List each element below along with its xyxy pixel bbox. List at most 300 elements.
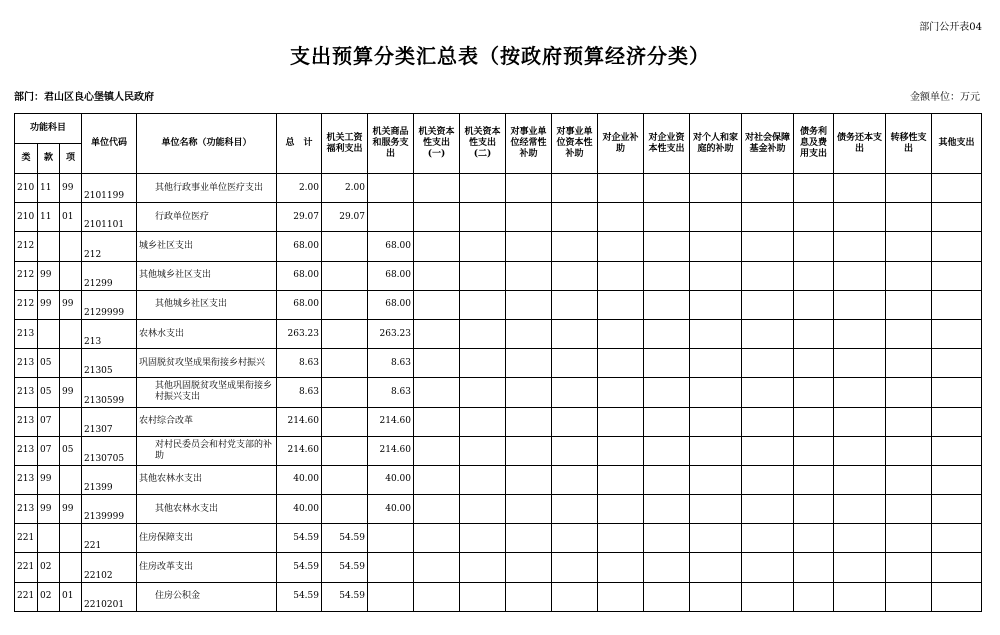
cell-kuan: 02 (38, 553, 60, 582)
cell-col-3 (414, 524, 460, 553)
cell-col-3 (414, 203, 460, 232)
cell-col-3 (414, 436, 460, 465)
cell-unit-name: 其他行政事业单位医疗支出 (137, 174, 277, 203)
header-col-6: 对事业单位资本性补助 (552, 114, 598, 174)
cell-unit-name: 对村民委员会和村党支部的补助 (137, 436, 277, 465)
cell-col-6 (552, 524, 598, 553)
cell-col-7 (598, 436, 644, 465)
cell-total: 54.59 (277, 524, 322, 553)
cell-col-9 (690, 465, 742, 494)
cell-col-3 (414, 174, 460, 203)
cell-col-8 (644, 319, 690, 348)
cell-unit-code: 221 (82, 524, 137, 553)
cell-total: 68.00 (277, 261, 322, 290)
cell-unit-name: 其他巩固脱贫攻坚成果衔接乡村振兴支出 (137, 378, 277, 407)
cell-kuan: 07 (38, 436, 60, 465)
header-col-9: 对个人和家庭的补助 (690, 114, 742, 174)
cell-col-12 (834, 582, 886, 611)
cell-col-11 (794, 378, 834, 407)
cell-col-4 (460, 407, 506, 436)
cell-col-11 (794, 465, 834, 494)
cell-col-5 (506, 436, 552, 465)
cell-lei: 213 (15, 436, 38, 465)
cell-xiang (60, 407, 82, 436)
header-col-2: 机关商品和服务支出 (368, 114, 414, 174)
cell-lei: 221 (15, 524, 38, 553)
cell-kuan: 99 (38, 290, 60, 319)
cell-col-6 (552, 407, 598, 436)
cell-col-8 (644, 495, 690, 524)
cell-col-9 (690, 261, 742, 290)
cell-col-2: 8.63 (368, 349, 414, 378)
cell-col-14 (932, 553, 982, 582)
cell-col-10 (742, 553, 794, 582)
cell-col-3 (414, 582, 460, 611)
table-row (15, 524, 982, 553)
cell-col-5 (506, 203, 552, 232)
cell-col-7 (598, 290, 644, 319)
cell-col-8 (644, 524, 690, 553)
cell-col-9 (690, 495, 742, 524)
cell-unit-name: 住房改革支出 (137, 553, 277, 582)
header-unit-code: 单位代码 (82, 114, 137, 174)
cell-col-7 (598, 349, 644, 378)
cell-col-6 (552, 553, 598, 582)
cell-col-12 (834, 290, 886, 319)
cell-col-2: 68.00 (368, 290, 414, 319)
cell-col-1 (322, 378, 368, 407)
cell-col-13 (886, 174, 932, 203)
cell-col-13 (886, 495, 932, 524)
cell-col-11 (794, 261, 834, 290)
cell-col-10 (742, 349, 794, 378)
cell-col-6 (552, 319, 598, 348)
cell-col-8 (644, 203, 690, 232)
cell-col-5 (506, 495, 552, 524)
cell-col-6 (552, 203, 598, 232)
cell-col-13 (886, 524, 932, 553)
cell-kuan: 99 (38, 261, 60, 290)
cell-col-13 (886, 349, 932, 378)
cell-col-13 (886, 436, 932, 465)
cell-xiang (60, 232, 82, 261)
cell-col-2: 40.00 (368, 495, 414, 524)
cell-kuan: 02 (38, 582, 60, 611)
cell-col-9 (690, 174, 742, 203)
cell-xiang: 99 (60, 378, 82, 407)
cell-col-1 (322, 232, 368, 261)
cell-col-3 (414, 232, 460, 261)
table-row (15, 553, 982, 582)
cell-col-10 (742, 436, 794, 465)
cell-col-14 (932, 378, 982, 407)
cell-xiang: 01 (60, 203, 82, 232)
cell-col-12 (834, 232, 886, 261)
table-row (15, 582, 982, 611)
cell-total: 40.00 (277, 465, 322, 494)
cell-col-7 (598, 553, 644, 582)
cell-col-12 (834, 407, 886, 436)
cell-col-6 (552, 436, 598, 465)
cell-unit-code: 2130599 (82, 378, 137, 407)
cell-col-4 (460, 582, 506, 611)
cell-kuan: 07 (38, 407, 60, 436)
cell-col-1 (322, 261, 368, 290)
cell-col-12 (834, 349, 886, 378)
cell-xiang (60, 319, 82, 348)
cell-unit-name: 行政单位医疗 (137, 203, 277, 232)
cell-total: 29.07 (277, 203, 322, 232)
cell-total: 8.63 (277, 349, 322, 378)
cell-col-7 (598, 232, 644, 261)
cell-unit-code: 2101199 (82, 174, 137, 203)
cell-total: 54.59 (277, 553, 322, 582)
cell-col-1: 54.59 (322, 524, 368, 553)
cell-col-13 (886, 553, 932, 582)
cell-col-4 (460, 553, 506, 582)
cell-col-4 (460, 524, 506, 553)
cell-unit-code: 21299 (82, 261, 137, 290)
cell-unit-code: 2129999 (82, 290, 137, 319)
header-kuan: 款 (38, 144, 60, 174)
cell-col-7 (598, 524, 644, 553)
cell-col-13 (886, 407, 932, 436)
cell-col-11 (794, 436, 834, 465)
cell-col-2: 68.00 (368, 232, 414, 261)
table-row (15, 261, 982, 290)
cell-col-2: 8.63 (368, 378, 414, 407)
header-col-10: 对社会保障基金补助 (742, 114, 794, 174)
cell-col-1 (322, 495, 368, 524)
cell-col-13 (886, 582, 932, 611)
cell-unit-name: 其他农林水支出 (137, 465, 277, 494)
cell-col-4 (460, 319, 506, 348)
cell-total: 8.63 (277, 378, 322, 407)
cell-col-5 (506, 582, 552, 611)
cell-col-1: 54.59 (322, 582, 368, 611)
cell-col-7 (598, 319, 644, 348)
cell-col-9 (690, 232, 742, 261)
cell-col-10 (742, 378, 794, 407)
cell-col-5 (506, 349, 552, 378)
cell-lei: 213 (15, 349, 38, 378)
cell-total: 68.00 (277, 290, 322, 319)
table-row (15, 174, 982, 203)
cell-kuan (38, 319, 60, 348)
table-row (15, 232, 982, 261)
cell-col-12 (834, 524, 886, 553)
cell-col-3 (414, 290, 460, 319)
cell-col-2: 263.23 (368, 319, 414, 348)
table-row (15, 203, 982, 232)
cell-col-10 (742, 319, 794, 348)
cell-col-1 (322, 465, 368, 494)
cell-col-4 (460, 232, 506, 261)
cell-xiang: 01 (60, 582, 82, 611)
cell-col-6 (552, 378, 598, 407)
cell-col-14 (932, 290, 982, 319)
cell-col-7 (598, 495, 644, 524)
cell-xiang: 99 (60, 495, 82, 524)
cell-col-3 (414, 349, 460, 378)
cell-col-10 (742, 582, 794, 611)
cell-col-9 (690, 436, 742, 465)
cell-col-10 (742, 203, 794, 232)
cell-col-13 (886, 319, 932, 348)
cell-col-8 (644, 261, 690, 290)
cell-col-1: 2.00 (322, 174, 368, 203)
department-label: 部门：君山区良心堡镇人民政府 (14, 92, 154, 103)
cell-col-5 (506, 174, 552, 203)
cell-lei: 213 (15, 407, 38, 436)
cell-unit-name: 其他农林水支出 (137, 495, 277, 524)
cell-unit-code: 213 (82, 319, 137, 348)
cell-col-7 (598, 203, 644, 232)
cell-total: 40.00 (277, 495, 322, 524)
cell-unit-code: 212 (82, 232, 137, 261)
cell-col-7 (598, 407, 644, 436)
cell-kuan: 11 (38, 203, 60, 232)
cell-col-9 (690, 319, 742, 348)
cell-total: 263.23 (277, 319, 322, 348)
cell-total: 2.00 (277, 174, 322, 203)
cell-col-9 (690, 553, 742, 582)
cell-kuan: 11 (38, 174, 60, 203)
cell-col-9 (690, 378, 742, 407)
cell-col-3 (414, 407, 460, 436)
table-row (15, 465, 982, 494)
cell-col-9 (690, 582, 742, 611)
header-col-3: 机关资本性支出(一) (414, 114, 460, 174)
cell-col-10 (742, 524, 794, 553)
cell-kuan: 05 (38, 349, 60, 378)
cell-xiang: 05 (60, 436, 82, 465)
header-func-subject: 功能科目 (15, 114, 82, 144)
cell-total: 68.00 (277, 232, 322, 261)
cell-xiang (60, 349, 82, 378)
cell-col-14 (932, 349, 982, 378)
cell-col-14 (932, 465, 982, 494)
cell-col-8 (644, 436, 690, 465)
cell-unit-name: 其他城乡社区支出 (137, 290, 277, 319)
cell-col-3 (414, 465, 460, 494)
cell-kuan: 99 (38, 495, 60, 524)
cell-col-12 (834, 261, 886, 290)
cell-col-4 (460, 261, 506, 290)
cell-col-2 (368, 524, 414, 553)
cell-lei: 212 (15, 290, 38, 319)
cell-col-14 (932, 407, 982, 436)
cell-kuan (38, 524, 60, 553)
cell-col-3 (414, 378, 460, 407)
cell-col-6 (552, 290, 598, 319)
cell-col-11 (794, 232, 834, 261)
cell-col-12 (834, 465, 886, 494)
cell-col-11 (794, 290, 834, 319)
cell-col-9 (690, 524, 742, 553)
cell-col-5 (506, 232, 552, 261)
cell-col-9 (690, 407, 742, 436)
cell-col-11 (794, 407, 834, 436)
cell-col-10 (742, 290, 794, 319)
cell-col-5 (506, 319, 552, 348)
cell-col-14 (932, 436, 982, 465)
cell-total: 214.60 (277, 436, 322, 465)
cell-unit-name: 巩固脱贫攻坚成果衔接乡村振兴 (137, 349, 277, 378)
cell-col-1 (322, 407, 368, 436)
cell-col-10 (742, 407, 794, 436)
cell-col-1 (322, 290, 368, 319)
cell-unit-name: 城乡社区支出 (137, 232, 277, 261)
cell-col-6 (552, 261, 598, 290)
cell-col-5 (506, 524, 552, 553)
cell-lei: 213 (15, 465, 38, 494)
cell-col-7 (598, 261, 644, 290)
header-col-13: 转移性支出 (886, 114, 932, 174)
cell-col-2 (368, 203, 414, 232)
cell-col-5 (506, 407, 552, 436)
cell-col-12 (834, 203, 886, 232)
cell-col-8 (644, 582, 690, 611)
cell-col-2 (368, 174, 414, 203)
cell-col-13 (886, 465, 932, 494)
amount-unit-label: 金额单位：万元 (910, 92, 980, 103)
header-xiang: 项 (60, 144, 82, 174)
cell-col-3 (414, 495, 460, 524)
cell-unit-code: 21305 (82, 349, 137, 378)
cell-lei: 210 (15, 203, 38, 232)
cell-col-4 (460, 290, 506, 319)
cell-col-11 (794, 553, 834, 582)
cell-col-14 (932, 495, 982, 524)
cell-lei: 212 (15, 261, 38, 290)
page-title: 支出预算分类汇总表（按政府预算经济分类） (290, 44, 710, 68)
cell-col-13 (886, 378, 932, 407)
header-row-1 (15, 114, 982, 144)
cell-col-13 (886, 203, 932, 232)
header-col-4: 机关资本性支出(二) (460, 114, 506, 174)
header-total: 总 计 (277, 114, 322, 174)
form-code: 部门公开表04 (919, 22, 982, 33)
cell-col-2 (368, 582, 414, 611)
cell-col-6 (552, 349, 598, 378)
cell-col-10 (742, 495, 794, 524)
cell-col-2: 214.60 (368, 407, 414, 436)
cell-col-6 (552, 582, 598, 611)
cell-col-11 (794, 349, 834, 378)
header-unit-name: 单位名称（功能科目） (137, 114, 277, 174)
cell-col-8 (644, 378, 690, 407)
cell-xiang (60, 465, 82, 494)
cell-col-2 (368, 553, 414, 582)
header-col-1: 机关工资福利支出 (322, 114, 368, 174)
cell-col-11 (794, 319, 834, 348)
cell-xiang: 99 (60, 174, 82, 203)
cell-xiang (60, 261, 82, 290)
cell-col-4 (460, 436, 506, 465)
header-col-5: 对事业单位经常性补助 (506, 114, 552, 174)
header-col-7: 对企业补助 (598, 114, 644, 174)
cell-col-4 (460, 174, 506, 203)
cell-col-4 (460, 495, 506, 524)
cell-col-5 (506, 553, 552, 582)
header-col-14: 其他支出 (932, 114, 982, 174)
cell-col-5 (506, 290, 552, 319)
cell-col-4 (460, 465, 506, 494)
cell-col-4 (460, 203, 506, 232)
cell-col-11 (794, 203, 834, 232)
cell-col-6 (552, 465, 598, 494)
cell-col-9 (690, 203, 742, 232)
cell-col-1 (322, 349, 368, 378)
cell-unit-name: 其他城乡社区支出 (137, 261, 277, 290)
cell-col-7 (598, 465, 644, 494)
cell-col-1 (322, 319, 368, 348)
cell-col-8 (644, 553, 690, 582)
cell-col-13 (886, 261, 932, 290)
cell-unit-name: 农村综合改革 (137, 407, 277, 436)
cell-col-12 (834, 553, 886, 582)
cell-xiang (60, 553, 82, 582)
table-body (15, 174, 982, 612)
cell-col-11 (794, 524, 834, 553)
cell-col-11 (794, 582, 834, 611)
cell-kuan: 99 (38, 465, 60, 494)
cell-col-6 (552, 495, 598, 524)
table-row (15, 495, 982, 524)
cell-unit-name: 住房保障支出 (137, 524, 277, 553)
cell-col-4 (460, 349, 506, 378)
cell-unit-code: 2130705 (82, 436, 137, 465)
cell-total: 214.60 (277, 407, 322, 436)
cell-unit-name: 农林水支出 (137, 319, 277, 348)
budget-table (14, 113, 982, 612)
cell-kuan (38, 232, 60, 261)
cell-col-14 (932, 319, 982, 348)
cell-col-6 (552, 232, 598, 261)
cell-total: 54.59 (277, 582, 322, 611)
cell-col-11 (794, 174, 834, 203)
cell-col-8 (644, 174, 690, 203)
cell-col-13 (886, 232, 932, 261)
cell-col-12 (834, 174, 886, 203)
cell-col-12 (834, 495, 886, 524)
cell-col-1: 54.59 (322, 553, 368, 582)
cell-lei: 213 (15, 319, 38, 348)
cell-unit-name: 住房公积金 (137, 582, 277, 611)
table-row (15, 378, 982, 407)
cell-col-7 (598, 174, 644, 203)
cell-col-12 (834, 378, 886, 407)
header-lei: 类 (15, 144, 38, 174)
cell-col-5 (506, 378, 552, 407)
cell-lei: 213 (15, 495, 38, 524)
cell-col-1: 29.07 (322, 203, 368, 232)
cell-col-3 (414, 261, 460, 290)
cell-unit-code: 2139999 (82, 495, 137, 524)
cell-col-8 (644, 349, 690, 378)
cell-col-14 (932, 582, 982, 611)
cell-xiang (60, 524, 82, 553)
cell-col-13 (886, 290, 932, 319)
cell-col-5 (506, 261, 552, 290)
cell-col-10 (742, 232, 794, 261)
cell-unit-code: 2210201 (82, 582, 137, 611)
cell-unit-code: 21399 (82, 465, 137, 494)
cell-col-10 (742, 261, 794, 290)
cell-col-7 (598, 582, 644, 611)
table-row (15, 319, 982, 348)
